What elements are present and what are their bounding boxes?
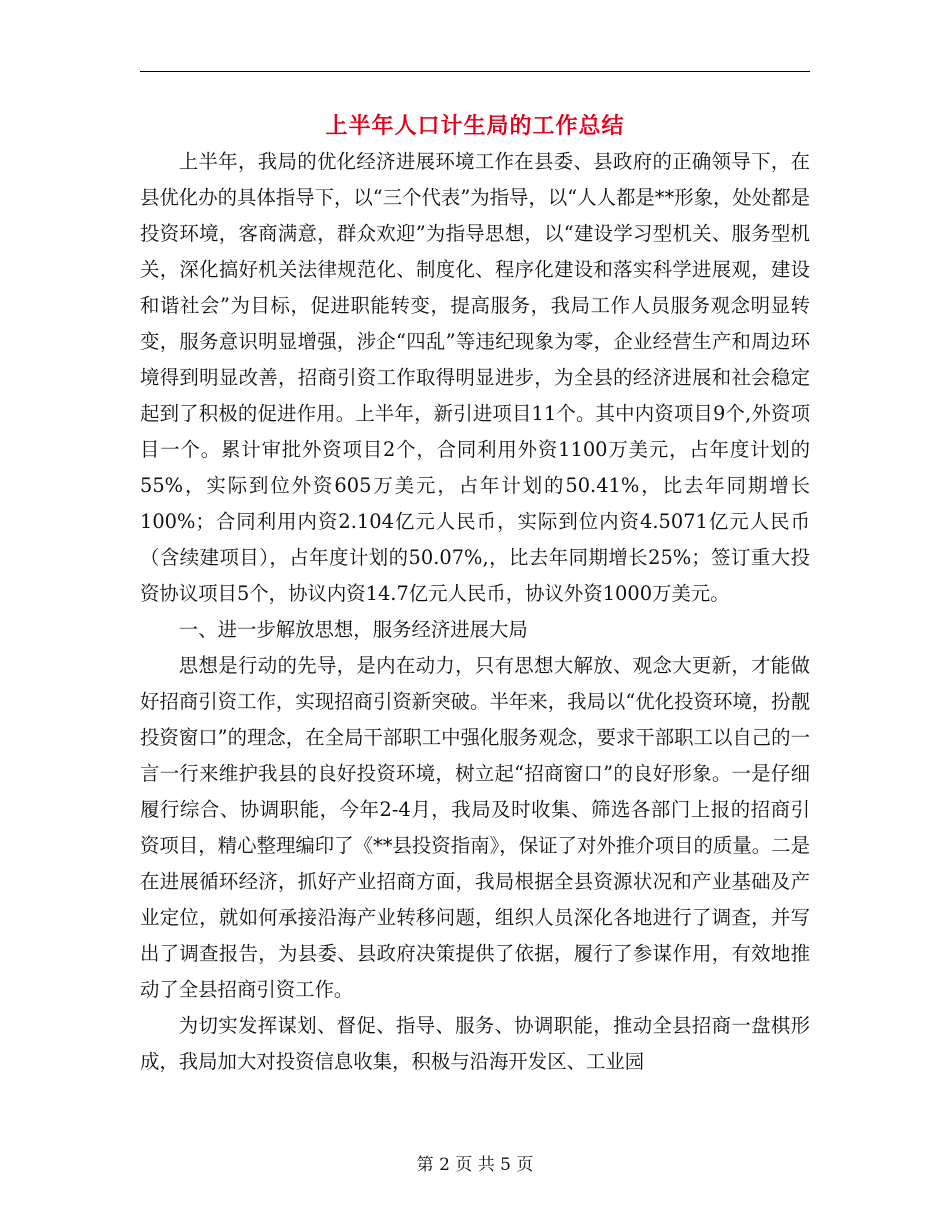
document-title: 上半年人口计生局的工作总结 — [325, 113, 625, 139]
paragraph-intro: 上半年，我局的优化经济进展环境工作在县委、县政府的正确领导下，在县优化办的具体指导下，以“三个代表”为指导，以“人人都是**形象，处处都是投资环境，客商满意，群众欢迎”为指导思想，以“建设学习型机关、服务型机关，深化搞好机关法律规范化、制度化、程序化建设和落实科学进展观，建设和谐社会”为目标，促进职能转变，提高服务，我局工作人员服务观念明显转变，服务意识明显增强，涉企“四乱”等违纪现象为零，企业经营生产和周边环境得到明显改善，招商引资工作取得明显进步，为全县的经济进展和社会稳定起到了积极的促进作用。上半年，新引进项目11个。其中内资项目9个,外资项目一个。累计审批外资项目2个，合同利用外资1100万美元，占年度计划的55%，实际到位外资605万美元，占年计划的50.41%，比去年同期增长100%；合同利用内资2.104亿元人民币，实际到位内资4.5071亿元人民币（含续建项目），占年度计划的50.07%,，比去年同期增长25%；签订重大投资协议项目5个，协议内资14.7亿元人民币，协议外资1000万美元。 — [140, 150, 810, 605]
document-body — [140, 144, 810, 1080]
paragraph-section-1: 思想是行动的先导，是内在动力，只有思想大解放、观念大更新，才能做好招商引资工作，实现招商引资新突破。半年来，我局以“优化投资环境，扮靓投资窗口”的理念，在全局干部职工中强化服务观念，要求干部职工以自己的一言一行来维护我县的良好投资环境，树立起“招商窗口”的良好形象。一是仔细履行综合、协调职能，今年2-4月，我局及时收集、筛选各部门上报的招商引资项目，精心整理编印了《**县投资指南》，保证了对外推介项目的质量。二是在进展循环经济，抓好产业招商方面，我局根据全县资源状况和产业基础及产业定位，就如何承接沿海产业转移问题，组织人员深化各地进行了调查，并写出了调查报告，为县委、县政府决策提供了依据，履行了参谋作用，有效地推动了全县招商引资工作。 — [140, 654, 810, 1001]
header-rule — [140, 71, 810, 72]
section-heading-1: 一、进一步解放思想，服务经济进展大局 — [178, 618, 528, 641]
page-footer: 第 2 页 共 5 页 — [416, 1155, 534, 1175]
paragraph-continuation: 为切实发挥谋划、督促、指导、服务、协调职能，推动全县招商一盘棋形成，我局加大对投资信息收集，积极与沿海开发区、工业园 — [140, 1014, 810, 1073]
